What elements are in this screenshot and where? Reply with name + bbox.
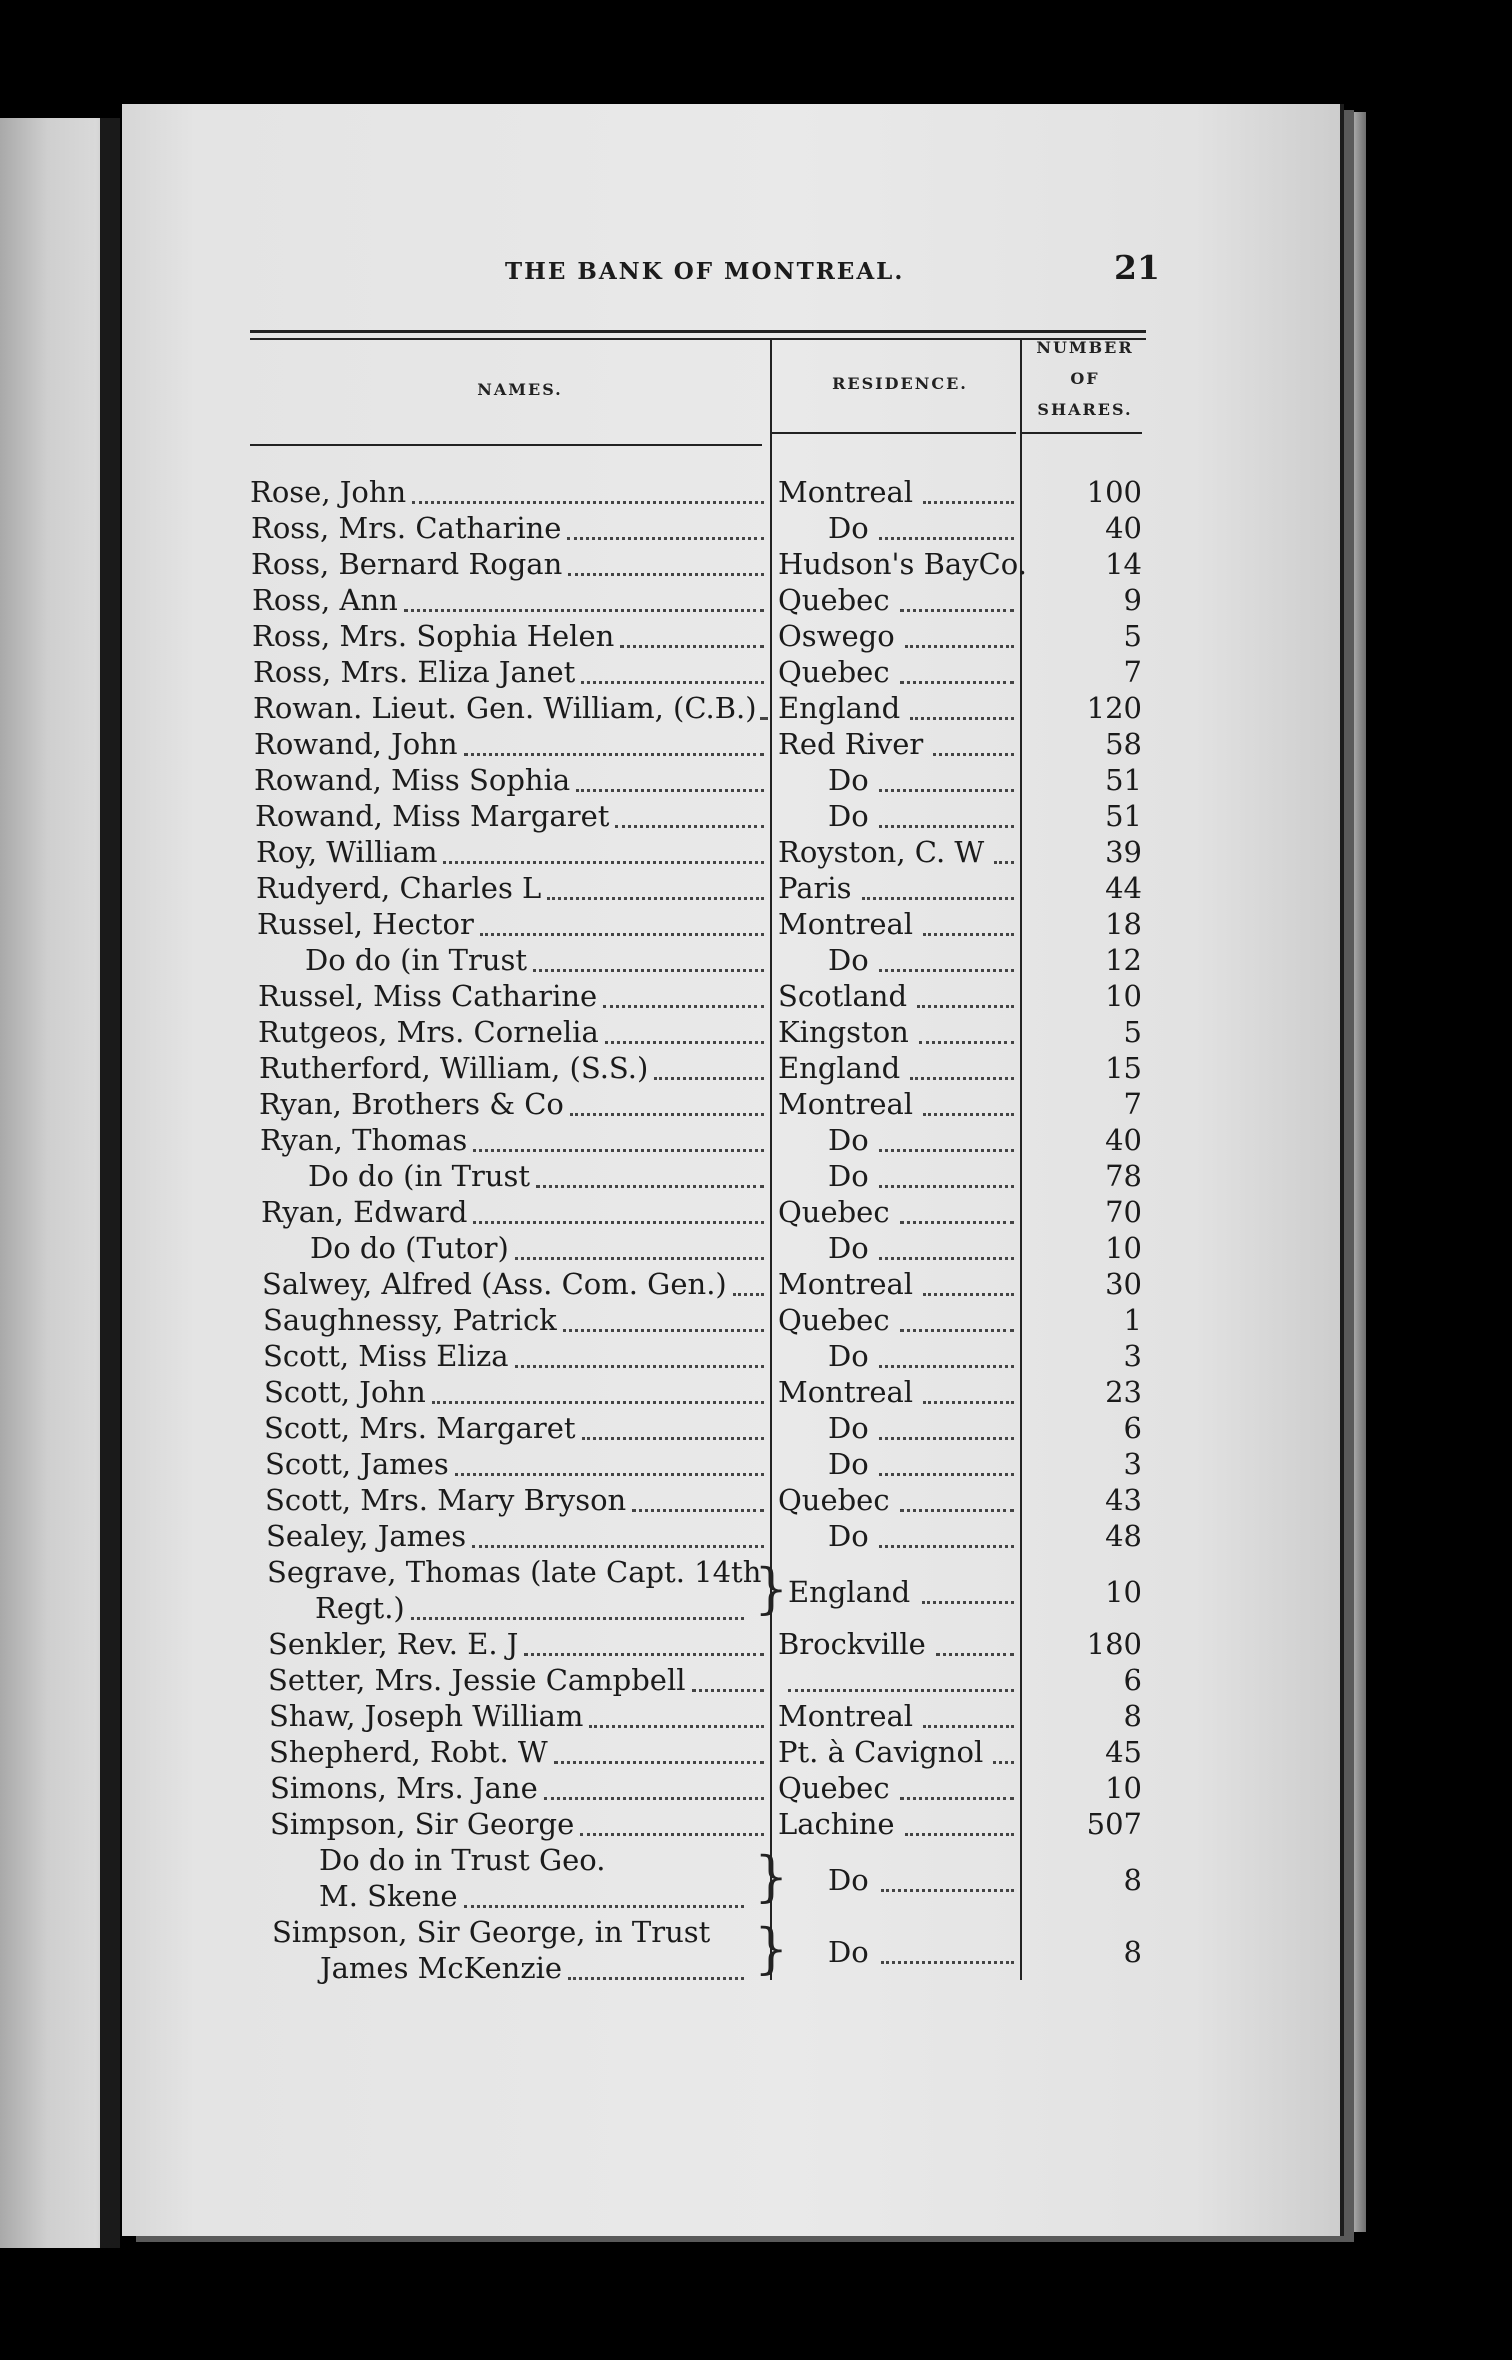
residence-leader [900,1797,1014,1800]
row-shares: 120 [1086,691,1142,725]
names-header: NAMES. [477,380,563,399]
shares-header-line2: OF [1070,369,1100,388]
row-residence: Paris [778,871,852,905]
row-name: Sealey, James [266,1519,467,1553]
row-name-line2: James McKenzie [320,1951,563,1985]
header-top-rule [250,330,1146,333]
name-leader [605,1041,764,1044]
row-name: Ross, Mrs. Sophia Helen [252,619,615,653]
name-leader [603,1005,764,1008]
name-leader [563,1329,764,1332]
row-name-line2: Regt.) [315,1591,405,1625]
name-leader [620,645,764,648]
residence-leader [900,609,1014,612]
column-divider-2 [1020,340,1022,1980]
row-shares: 23 [1105,1375,1142,1409]
residence-leader [881,1961,1014,1964]
residence-leader [993,1761,1014,1764]
row-residence: Do [828,1447,869,1481]
residence-header: RESIDENCE. [832,374,968,393]
row-shares: 10 [1105,1231,1142,1265]
row-name: Rutherford, William, (S.S.) [259,1051,649,1085]
name-leader [472,1545,764,1548]
row-name: Simons, Mrs. Jane [270,1771,538,1805]
header-top-rule-2 [250,338,1146,340]
residence-leader [933,753,1014,756]
residence-leader [936,1653,1014,1656]
name-leader [443,861,764,864]
row-shares: 14 [1105,547,1142,581]
residence-leader [923,933,1014,936]
name-leader [582,1437,764,1440]
row-shares: 7 [1123,1087,1142,1121]
row-name: Ross, Mrs. Eliza Janet [253,655,576,689]
name-leader [547,897,764,900]
brace-symbol: } [754,1917,789,1980]
row-name: Saughnessy, Patrick [263,1303,557,1337]
residence-leader [879,1437,1014,1440]
row-shares: 8 [1123,1935,1142,1969]
name-leader [464,753,764,756]
row-shares: 10 [1105,979,1142,1013]
row-shares: 40 [1105,511,1142,545]
row-shares: 9 [1123,583,1142,617]
name-leader [568,573,764,576]
running-head: THE BANK OF MONTREAL. [505,258,905,285]
row-shares: 100 [1086,475,1142,509]
row-residence: Scotland [778,979,908,1013]
row-name: Setter, Mrs. Jessie Campbell [268,1663,686,1697]
row-residence: Hudson's BayCo. [778,547,1027,581]
row-shares: 7 [1123,655,1142,689]
row-name: Ross, Bernard Rogan [251,547,563,581]
row-name: Rose, John [250,475,407,509]
row-shares: 30 [1105,1267,1142,1301]
name-leader [589,1725,764,1728]
residence-leader [923,1113,1014,1116]
row-residence: Red River [778,727,924,761]
row-residence: Montreal [778,1375,914,1409]
row-shares: 51 [1105,763,1142,797]
residence-leader [919,1041,1014,1044]
page-number: 21 [1114,248,1160,287]
row-residence: Brockville [778,1627,926,1661]
row-name: Rowan. Lieut. Gen. William, (C.B.) [253,691,757,725]
row-shares: 12 [1105,943,1142,977]
row-shares: 507 [1086,1807,1142,1841]
name-leader [615,825,764,828]
row-name: Roy, William [256,835,438,869]
name-leader [692,1689,764,1692]
row-residence: England [778,1051,901,1085]
row-shares: 48 [1105,1519,1142,1553]
residence-leader [923,1401,1014,1404]
row-residence: Do [828,763,869,797]
name-leader [473,1149,764,1152]
row-residence: Quebec [778,1483,890,1517]
name-leader [412,501,764,504]
page-gutter [100,118,120,2248]
residence-leader [900,681,1014,684]
name-leader [554,1761,764,1764]
row-name: Ryan, Edward [261,1195,468,1229]
row-name: Do do (Tutor) [310,1231,509,1265]
residence-leader [879,1473,1014,1476]
row-residence: Montreal [778,1699,914,1733]
row-shares: 45 [1105,1735,1142,1769]
row-residence: Do [828,1519,869,1553]
row-residence: Quebec [778,655,890,689]
residence-leader [879,1257,1014,1260]
residence-leader [879,825,1014,828]
row-name-line1: Do do in Trust Geo. [319,1843,606,1877]
row-name: Russel, Miss Catharine [258,979,598,1013]
row-shares: 1 [1123,1303,1142,1337]
residence-leader [905,645,1014,648]
name-leader [544,1797,764,1800]
residence-leader [910,1077,1014,1080]
residence-underline [772,432,1016,434]
shares-header-line1: NUMBER [1036,338,1134,357]
residence-leader [879,1365,1014,1368]
row-residence: Lachine [778,1807,895,1841]
row-residence: Quebec [778,1195,890,1229]
name-leader [404,609,764,612]
row-name: Ross, Mrs. Catharine [251,511,562,545]
row-residence: Do [828,1339,869,1373]
row-residence: Do [828,943,869,977]
row-shares: 10 [1105,1575,1142,1609]
row-residence: Kingston [778,1015,909,1049]
row-name-line1: Segrave, Thomas (late Capt. 14th [267,1555,762,1589]
residence-leader [923,501,1014,504]
row-shares: 3 [1123,1339,1142,1373]
shares-header-line3: SHARES. [1037,400,1133,419]
residence-leader [900,1221,1014,1224]
residence-leader [917,1005,1014,1008]
page-edge [1338,112,1366,2232]
row-residence: Quebec [778,1771,890,1805]
row-residence: Oswego [778,619,895,653]
row-shares: 44 [1105,871,1142,905]
row-residence: Do [828,799,869,833]
name-leader [480,933,764,936]
row-name: Scott, Miss Eliza [263,1339,509,1373]
row-shares: 78 [1105,1159,1142,1193]
row-name: Scott, John [264,1375,426,1409]
row-residence: Do [828,1231,869,1265]
row-residence: England [778,691,901,725]
row-shares: 18 [1105,907,1142,941]
row-shares: 3 [1123,1447,1142,1481]
name-leader [411,1617,744,1620]
row-residence: Quebec [778,583,890,617]
row-name-line2: M. Skene [319,1879,458,1913]
row-shares: 8 [1123,1863,1142,1897]
row-shares: 10 [1105,1771,1142,1805]
row-residence: Do [828,1159,869,1193]
residence-leader [923,1725,1014,1728]
name-leader [567,537,764,540]
brace-symbol: } [754,1845,789,1908]
row-shares: 70 [1105,1195,1142,1229]
row-shares: 5 [1123,1015,1142,1049]
row-name: Rowand, Miss Sophia [254,763,571,797]
row-name: Rutgeos, Mrs. Cornelia [258,1015,599,1049]
row-name: Ryan, Brothers & Co [259,1087,564,1121]
name-leader [632,1509,764,1512]
row-shares: 43 [1105,1483,1142,1517]
name-leader [733,1293,764,1296]
name-leader [455,1473,764,1476]
row-name: Salwey, Alfred (Ass. Com. Gen.) [262,1267,727,1301]
residence-leader [994,861,1014,864]
name-leader [581,681,764,684]
residence-leader [879,1149,1014,1152]
name-leader [432,1401,764,1404]
row-shares: 39 [1105,835,1142,869]
row-shares: 15 [1105,1051,1142,1085]
name-leader [576,789,764,792]
row-shares: 40 [1105,1123,1142,1157]
row-residence: England [788,1575,911,1609]
name-leader [580,1833,764,1836]
row-shares: 5 [1123,619,1142,653]
residence-leader [879,789,1014,792]
row-residence: Montreal [778,907,914,941]
row-name: Senkler, Rev. E. J [268,1627,519,1661]
row-name: Rudyerd, Charles L [256,871,542,905]
name-leader [515,1257,764,1260]
row-residence: Do [828,1935,869,1969]
row-name: Simpson, Sir George [270,1807,575,1841]
row-name: Scott, Mrs. Margaret [264,1411,576,1445]
row-name: Scott, James [265,1447,449,1481]
residence-leader [923,1293,1014,1296]
row-residence: Royston, C. W [778,835,985,869]
name-leader [568,1977,744,1980]
residence-leader [881,1889,1014,1892]
row-residence: Do [828,1863,869,1897]
name-leader [533,969,764,972]
row-residence: Do [828,1411,869,1445]
row-shares: 180 [1086,1627,1142,1661]
residence-leader [905,1833,1014,1836]
name-leader [536,1185,764,1188]
row-name: Rowand, John [254,727,458,761]
row-name: Russel, Hector [257,907,474,941]
name-leader [570,1113,764,1116]
name-leader [524,1653,764,1656]
row-residence: Do [828,511,869,545]
row-shares: 51 [1105,799,1142,833]
row-residence: Montreal [778,1087,914,1121]
row-name: Shaw, Joseph William [269,1699,584,1733]
residence-leader [879,969,1014,972]
name-leader [464,1905,744,1908]
row-name: Ryan, Thomas [260,1123,468,1157]
row-name-line1: Simpson, Sir George, in Trust [272,1915,711,1949]
shares-underline [1022,432,1142,434]
row-name: Ross, Ann [252,583,398,617]
name-leader [473,1221,764,1224]
column-divider-1 [770,340,772,1980]
row-shares: 6 [1123,1411,1142,1445]
row-shares: 6 [1123,1663,1142,1697]
names-underline [250,444,762,446]
row-name: Do do (in Trust [308,1159,531,1193]
row-residence: Montreal [778,1267,914,1301]
row-name: Shepherd, Robt. W [269,1735,548,1769]
name-leader [763,717,764,720]
residence-leader [879,1185,1014,1188]
row-name: Scott, Mrs. Mary Bryson [265,1483,627,1517]
brace-symbol: } [754,1557,789,1620]
name-leader [654,1077,764,1080]
residence-leader [879,537,1014,540]
row-residence: Montreal [778,475,914,509]
name-leader [515,1365,764,1368]
row-residence: Do [828,1123,869,1157]
residence-leader [788,1689,1014,1692]
row-residence: Quebec [778,1303,890,1337]
residence-leader [900,1509,1014,1512]
residence-leader [879,1545,1014,1548]
residence-leader [910,717,1014,720]
row-residence: Pt. à Cavignol [778,1735,984,1769]
residence-leader [862,897,1014,900]
row-name: Do do (in Trust [305,943,528,977]
residence-leader [922,1601,1014,1604]
row-shares: 58 [1105,727,1142,761]
row-name: Rowand, Miss Margaret [255,799,610,833]
residence-leader [900,1329,1014,1332]
row-shares: 8 [1123,1699,1142,1733]
